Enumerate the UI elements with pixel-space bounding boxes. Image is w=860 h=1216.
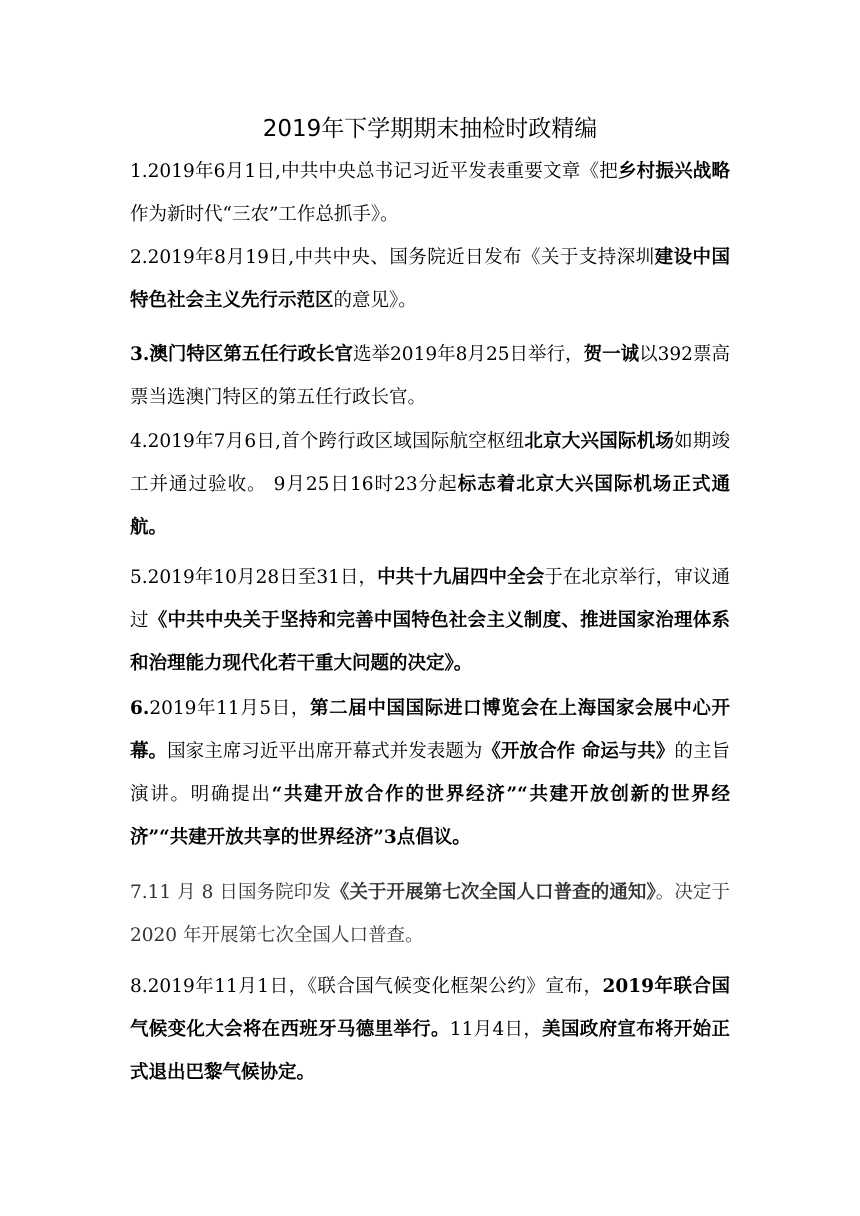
news-item-1 xyxy=(130,150,730,236)
item-text: 7.11 月 8 日国务院印发 xyxy=(130,882,331,903)
item-highlight: 建设中国特色社会主义先行示范区 xyxy=(130,247,730,311)
item-highlight: 贺一诚 xyxy=(583,344,640,365)
item-highlight: 6. xyxy=(130,698,150,719)
item-text: 11月4日， xyxy=(449,1019,543,1040)
item-text: 4.2019年7月6日,首个跨行政区域国际航空枢纽 xyxy=(130,431,525,452)
item-highlight: 《中共中央关于坚持和完善中国特色社会主义制度、推进国家治理体系和治理能力现代化若干重大问题的决定》。 xyxy=(130,610,730,674)
item-highlight: 中共十九届四中全会 xyxy=(377,567,545,588)
news-item-2 xyxy=(130,236,730,322)
item-text: 5.2019年10月28日至31日， xyxy=(130,567,378,588)
item-highlight: 标志着北京大兴国际机场正式通航。 xyxy=(130,474,730,538)
news-item-7 xyxy=(130,871,730,957)
item-highlight: 乡村振兴战略 xyxy=(617,161,730,182)
item-text: 作为新时代“三农”工作总抓手》。 xyxy=(130,204,399,225)
item-highlight: 《关于开展第七次全国人口普查的通知》 xyxy=(330,882,656,903)
news-item-3 xyxy=(130,333,730,419)
item-text: 2019年11月5日， xyxy=(149,698,311,719)
item-text: 的意见》。 xyxy=(333,290,417,311)
item-highlight: 《开放合作 命运与共》 xyxy=(482,741,675,762)
news-item-4 xyxy=(130,420,730,549)
item-text: 8.2019年11月1日，《联合国气候变化框架公约》宣布， xyxy=(130,976,603,997)
item-text: 选举2019年8月25日举行， xyxy=(353,344,584,365)
item-text: 1.2019年6月1日,中共中央总书记习近平发表重要文章《把 xyxy=(130,161,618,182)
item-text: 的主旨演讲。明确提出 xyxy=(130,741,730,805)
item-highlight: 第二届中国国际进口博览会在上海国家会展中心开幕。 xyxy=(130,698,730,762)
news-item-6 xyxy=(130,687,730,859)
item-highlight: 北京大兴国际机场 xyxy=(524,431,675,452)
news-item-8 xyxy=(130,965,730,1094)
document-title: 2019年下学期期末抽检时政精编 xyxy=(262,116,598,142)
item-highlight: 美国政府宣布将开始正式退出巴黎气候协定。 xyxy=(130,1019,730,1083)
item-highlight: “共建开放合作的世界经济”“共建开放创新的世界经济”“共建开放共享的世界经济”3点倡议。 xyxy=(130,784,730,848)
item-highlight: 2019年联合国气候变化大会将在西班牙马德里举行。 xyxy=(130,976,730,1040)
item-text: 国家主席习近平出席开幕式并发表题为 xyxy=(167,741,483,762)
item-text: 如期竣工并通过验收。 9月25日16时23分起 xyxy=(130,431,730,495)
news-item-5 xyxy=(130,556,730,685)
item-text: 于在北京举行，审议通过 xyxy=(130,567,730,631)
item-highlight: 3.澳门特区第五任行政长官 xyxy=(130,344,353,365)
item-text: 以392票高票当选澳门特区的第五任行政长官。 xyxy=(130,344,730,408)
item-text: 2.2019年8月19日,中共中央、国务院近日发布《关于支持深圳 xyxy=(130,247,655,268)
item-text: 。决定于 2020 年开展第七次全国人口普查。 xyxy=(130,882,730,946)
